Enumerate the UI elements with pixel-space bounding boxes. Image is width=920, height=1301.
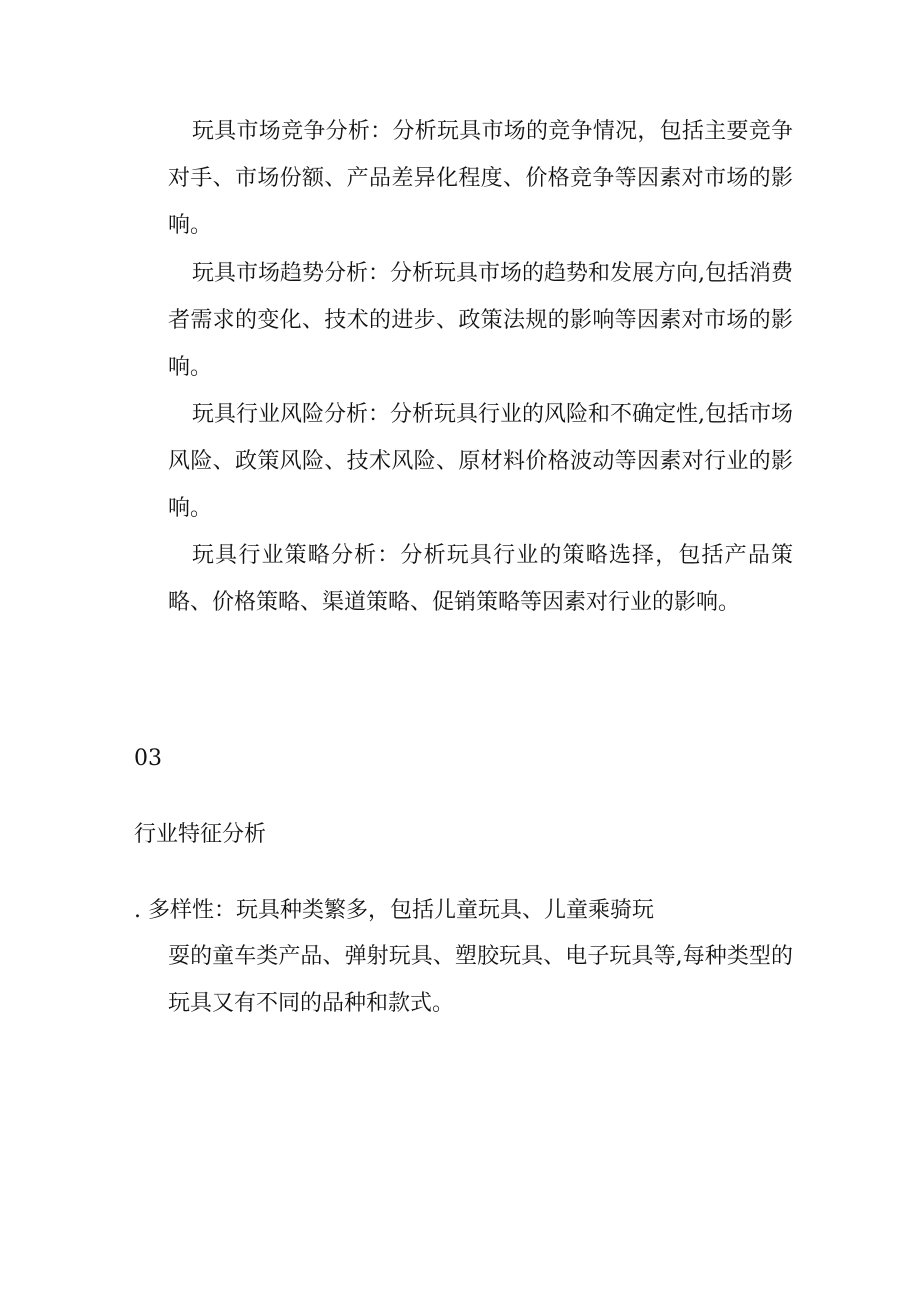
section-title: 行业特征分析 — [134, 822, 267, 847]
paragraph-market-competition: 玩具市场竞争分析：分析玩具市场的竞争情况，包括主要竞争对手、市场份额、产品差异化程度、价格竞争等因素对市场的影响。 — [168, 119, 793, 238]
paragraph-industry-strategy: 玩具行业策略分析：分析玩具行业的策略选择，包括产品策略、价格策略、渠道策略、促销策略等因素对行业的影响。 — [168, 543, 793, 615]
section-number: 03 — [134, 746, 162, 771]
paragraph-market-trend: 玩具市场趋势分析：分析玩具市场的趋势和发展方向,包括消费者需求的变化、技术的进步、政策法规的影响等因素对市场的影响。 — [168, 261, 793, 380]
paragraph-industry-risk: 玩具行业风险分析：分析玩具行业的风险和不确定性,包括市场风险、政策风险、技术风险、原材料价格波动等因素对行业的影响。 — [168, 402, 793, 521]
list-item-diversity-first-line: . 多样性：玩具种类繁多，包括儿童玩具、儿童乘骑玩 — [134, 898, 654, 923]
list-item-diversity-continuation: 耍的童车类产品、弹射玩具、塑胶玩具、电子玩具等,每种类型的玩具又有不同的品种和款式。 — [168, 944, 793, 1016]
